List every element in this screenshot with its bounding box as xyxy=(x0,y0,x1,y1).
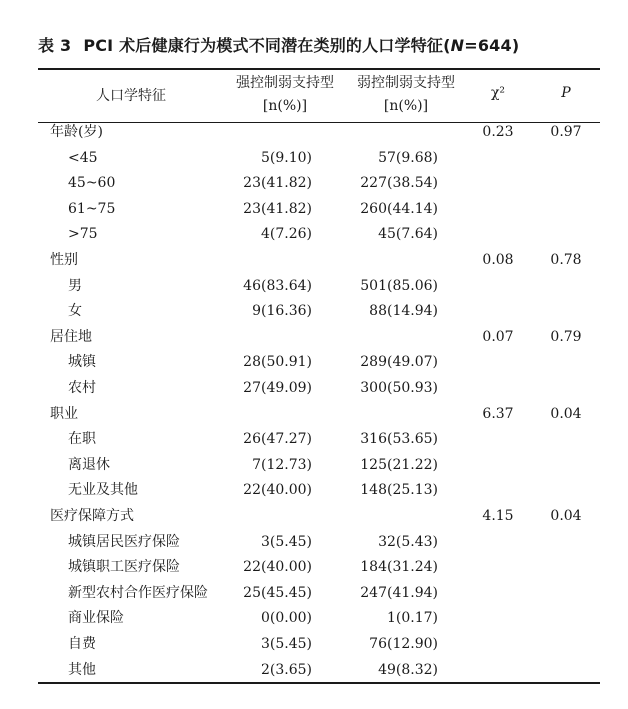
cell-p-value: 0.97 xyxy=(550,124,582,140)
cell-weak-control: 289(49.07) xyxy=(360,354,438,370)
cell-strong-control: 0(0.00) xyxy=(260,610,312,626)
top-rule xyxy=(38,68,600,70)
cell-strong-control: 9(16.36) xyxy=(252,303,312,319)
row-sub-label: 61~75 xyxy=(68,201,116,217)
row-sub-label: 新型农村合作医疗保险 xyxy=(68,585,208,601)
cell-weak-control: 125(21.22) xyxy=(360,457,438,473)
table-number: 表 3 xyxy=(38,36,72,55)
cell-chi-square: 0.08 xyxy=(482,252,514,268)
row-sub-label: <45 xyxy=(68,150,98,166)
header-strong-control: 强控制弱支持型 xyxy=(236,75,334,91)
cell-weak-control: 501(85.06) xyxy=(360,278,438,294)
cell-strong-control: 22(40.00) xyxy=(243,482,312,498)
cell-p-value: 0.79 xyxy=(550,329,582,345)
row-sub-label: 在职 xyxy=(68,431,96,447)
cell-weak-control: 247(41.94) xyxy=(360,585,438,601)
row-group-label: 居住地 xyxy=(50,329,92,345)
cell-weak-control: 1(0.17) xyxy=(386,610,438,626)
row-group-label: 性别 xyxy=(50,252,78,268)
cell-weak-control: 76(12.90) xyxy=(369,636,438,652)
row-sub-label: 城镇 xyxy=(68,354,96,370)
cell-strong-control: 4(7.26) xyxy=(260,226,312,242)
header-chi-square: χ² xyxy=(490,85,506,101)
cell-strong-control: 46(83.64) xyxy=(243,278,312,294)
table-n-symbol: N xyxy=(450,36,465,55)
row-sub-label: 其他 xyxy=(68,662,96,678)
table-n-value: =644) xyxy=(464,36,520,55)
cell-strong-control: 23(41.82) xyxy=(243,175,312,191)
cell-weak-control: 88(14.94) xyxy=(369,303,438,319)
cell-strong-control: 23(41.82) xyxy=(243,201,312,217)
cell-strong-control: 3(5.45) xyxy=(260,636,312,652)
header-demographic: 人口学特征 xyxy=(96,88,166,104)
cell-strong-control: 28(50.91) xyxy=(243,354,312,370)
row-sub-label: 男 xyxy=(68,278,82,294)
cell-p-value: 0.04 xyxy=(550,508,582,524)
row-sub-label: 无业及其他 xyxy=(68,482,138,498)
row-sub-label: 自费 xyxy=(68,636,96,652)
cell-weak-control: 184(31.24) xyxy=(360,559,438,575)
header-weak-control-unit: [n(%)] xyxy=(383,98,429,114)
cell-weak-control: 260(44.14) xyxy=(360,201,438,217)
header-weak-control: 弱控制弱支持型 xyxy=(357,75,455,91)
row-sub-label: 45~60 xyxy=(68,175,116,191)
cell-strong-control: 25(45.45) xyxy=(243,585,312,601)
cell-weak-control: 32(5.43) xyxy=(378,534,438,550)
cell-strong-control: 2(3.65) xyxy=(260,662,312,678)
cell-strong-control: 22(40.00) xyxy=(243,559,312,575)
cell-chi-square: 0.07 xyxy=(482,329,514,345)
cell-chi-square: 6.37 xyxy=(482,406,514,422)
row-sub-label: 商业保险 xyxy=(68,610,124,626)
table-title: PCI 术后健康行为模式不同潜在类别的人口学特征( xyxy=(83,36,451,55)
header-rule xyxy=(38,122,600,123)
cell-p-value: 0.78 xyxy=(550,252,582,268)
cell-strong-control: 27(49.09) xyxy=(243,380,312,396)
header-p-value: P xyxy=(561,85,571,101)
cell-chi-square: 0.23 xyxy=(482,124,514,140)
cell-weak-control: 49(8.32) xyxy=(378,662,438,678)
table-caption xyxy=(38,33,519,56)
row-sub-label: 城镇职工医疗保险 xyxy=(68,559,180,575)
row-sub-label: >75 xyxy=(68,226,98,242)
cell-weak-control: 57(9.68) xyxy=(378,150,438,166)
row-sub-label: 城镇居民医疗保险 xyxy=(68,534,180,550)
cell-weak-control: 45(7.64) xyxy=(378,226,438,242)
cell-weak-control: 148(25.13) xyxy=(360,482,438,498)
cell-strong-control: 3(5.45) xyxy=(260,534,312,550)
header-strong-control-unit: [n(%)] xyxy=(262,98,308,114)
bottom-rule xyxy=(38,682,600,684)
row-group-label: 职业 xyxy=(50,406,78,422)
cell-strong-control: 5(9.10) xyxy=(260,150,312,166)
cell-weak-control: 316(53.65) xyxy=(360,431,438,447)
row-sub-label: 农村 xyxy=(68,380,96,396)
row-group-label: 年龄(岁) xyxy=(50,124,103,140)
row-sub-label: 离退休 xyxy=(68,457,110,473)
cell-chi-square: 4.15 xyxy=(482,508,514,524)
cell-weak-control: 300(50.93) xyxy=(360,380,438,396)
cell-weak-control: 227(38.54) xyxy=(360,175,438,191)
cell-strong-control: 7(12.73) xyxy=(252,457,312,473)
row-group-label: 医疗保障方式 xyxy=(50,508,134,524)
cell-p-value: 0.04 xyxy=(550,406,582,422)
cell-strong-control: 26(47.27) xyxy=(243,431,312,447)
row-sub-label: 女 xyxy=(68,303,82,319)
